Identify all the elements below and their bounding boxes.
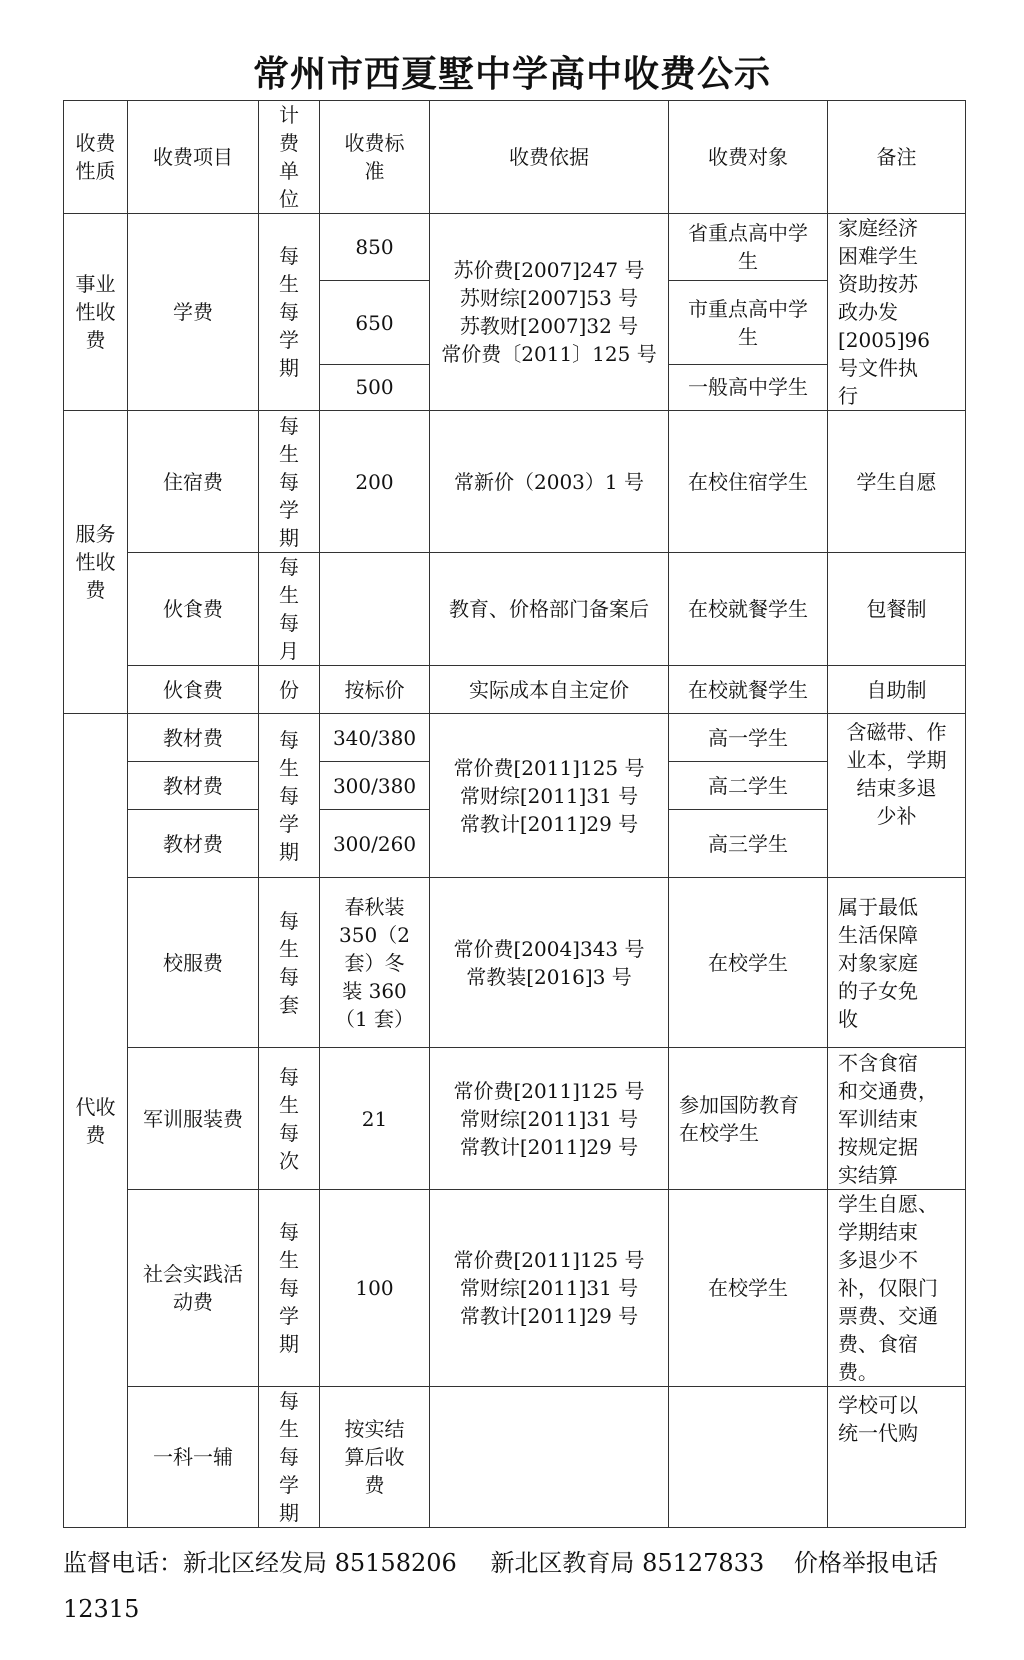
meals-buffet-basis: 实际成本自主定价 [430, 666, 669, 714]
tutorial-item: 一科一辅 [128, 1387, 259, 1528]
table-row [64, 1190, 966, 1387]
table-row [64, 1387, 966, 1528]
meals-package-amount [320, 553, 430, 666]
meals-buffet-remark: 自助制 [828, 666, 966, 714]
tuition-item: 学费 [128, 214, 259, 411]
military-unit: 每生每次 [279, 1064, 299, 1173]
table-row [64, 411, 966, 553]
table-row [64, 878, 966, 1048]
uniform-amount: 春秋装 350（2 套）冬 装 360 （1 套） [320, 878, 430, 1048]
group-shiye: 事业 性收 费 [64, 214, 128, 411]
meals-package-remark: 包餐制 [828, 553, 966, 666]
textbook-amount: 340/380 [320, 714, 430, 762]
lodging-item: 住宿费 [128, 411, 259, 553]
tuition-target: 省重点高中学 生 [669, 214, 828, 281]
social-unit: 每生每学期 [279, 1220, 299, 1356]
textbook-item: 教材费 [128, 810, 259, 878]
meals-buffet-amount: 按标价 [320, 666, 430, 714]
fee-table [63, 100, 966, 1528]
tuition-amount: 850 [320, 214, 430, 281]
tutorial-amount: 按实结 算后收 费 [320, 1387, 430, 1528]
meals-package-item: 伙食费 [128, 553, 259, 666]
textbook-unit: 每生每学期 [279, 727, 299, 864]
tutorial-remark: 学校可以 统一代购 [828, 1387, 966, 1528]
footer-bureau-2: 新北区教育局 85127833 [490, 1549, 765, 1577]
meals-package-basis: 教育、价格部门备案后 [430, 553, 669, 666]
military-item: 军训服装费 [128, 1048, 259, 1190]
header-standard: 收费标 准 [320, 101, 430, 214]
tutorial-unit: 每生每学期 [279, 1389, 299, 1525]
uniform-target: 在校学生 [669, 878, 828, 1048]
header-nature: 收费 性质 [64, 101, 128, 214]
social-basis: 常价费[2011]125 号 常财综[2011]31 号 常教计[2011]29 号 [430, 1190, 669, 1387]
textbook-amount: 300/260 [320, 810, 430, 878]
textbook-target: 高二学生 [669, 762, 828, 810]
lodging-remark: 学生自愿 [828, 411, 966, 553]
textbook-amount: 300/380 [320, 762, 430, 810]
uniform-item: 校服费 [128, 878, 259, 1048]
lodging-target: 在校住宿学生 [669, 411, 828, 553]
social-remark: 学生自愿、 学期结束 多退少不 补，仅限门 票费、交通 费、食宿 费。 [828, 1190, 966, 1387]
tuition-amount: 500 [320, 364, 430, 410]
tuition-amount: 650 [320, 281, 430, 364]
textbook-basis: 常价费[2011]125 号 常财综[2011]31 号 常教计[2011]29 号 [430, 714, 669, 878]
table-row [64, 1048, 966, 1190]
header-basis: 收费依据 [430, 101, 669, 214]
military-remark: 不含食宿 和交通费， 军训结束 按规定据 实结算 [828, 1048, 966, 1190]
footer-label: 监督电话： [63, 1549, 183, 1577]
social-target: 在校学生 [669, 1190, 828, 1387]
meals-buffet-unit: 份 [259, 666, 320, 714]
uniform-remark: 属于最低 生活保障 对象家庭 的子女免 收 [828, 878, 966, 1048]
footer-hotline: 12315 [63, 1595, 140, 1623]
tutorial-target [669, 1387, 828, 1528]
supervision-footer [63, 1540, 983, 1632]
textbook-item: 教材费 [128, 762, 259, 810]
textbook-item: 教材费 [128, 714, 259, 762]
tuition-target: 市重点高中学 生 [669, 281, 828, 364]
meals-package-unit: 每生每月 [279, 555, 299, 663]
textbook-remark: 含磁带、作 业本，学期 结束多退 少补 [828, 714, 966, 878]
tutorial-basis [430, 1387, 669, 1528]
group-fuwu: 服务 性收 费 [64, 411, 128, 714]
lodging-unit: 每生每学期 [279, 413, 299, 550]
tuition-basis: 苏价费[2007]247 号 苏财综[2007]53 号 苏教财[2007]32 号 常价费〔2011〕125 号 [430, 214, 669, 411]
social-amount: 100 [320, 1190, 430, 1387]
tuition-unit: 每生每学期 [279, 244, 299, 380]
military-amount: 21 [320, 1048, 430, 1190]
textbook-target: 高一学生 [669, 714, 828, 762]
social-item: 社会实践活 动费 [128, 1190, 259, 1387]
table-row [64, 666, 966, 714]
meals-buffet-item: 伙食费 [128, 666, 259, 714]
military-basis: 常价费[2011]125 号 常财综[2011]31 号 常教计[2011]29 号 [430, 1048, 669, 1190]
footer-bureau-1: 新北区经发局 85158206 [183, 1549, 457, 1577]
header-remark: 备注 [828, 101, 966, 214]
group-daishou: 代收 费 [64, 714, 128, 1528]
table-row [64, 214, 966, 281]
meals-package-target: 在校就餐学生 [669, 553, 828, 666]
meals-buffet-target: 在校就餐学生 [669, 666, 828, 714]
header-row [64, 101, 966, 214]
table-row [64, 714, 966, 762]
lodging-amount: 200 [320, 411, 430, 553]
footer-hotline-label: 价格举报电话 [793, 1549, 938, 1577]
header-target: 收费对象 [669, 101, 828, 214]
uniform-unit: 每生每套 [279, 908, 299, 1017]
header-item: 收费项目 [128, 101, 259, 214]
table-row [64, 553, 966, 666]
textbook-target: 高三学生 [669, 810, 828, 878]
lodging-basis: 常新价（2003）1 号 [430, 411, 669, 553]
header-unit: 计费单位 [279, 103, 299, 211]
military-target: 参加国防教育 在校学生 [669, 1048, 828, 1190]
uniform-basis: 常价费[2004]343 号 常教装[2016]3 号 [430, 878, 669, 1048]
tuition-target: 一般高中学生 [669, 364, 828, 410]
page-title: 常州市西夏墅中学高中收费公示 [252, 54, 771, 95]
tuition-remark: 家庭经济 困难学生 资助按苏 政办发 [2005]96 号文件执 行 [828, 214, 966, 411]
